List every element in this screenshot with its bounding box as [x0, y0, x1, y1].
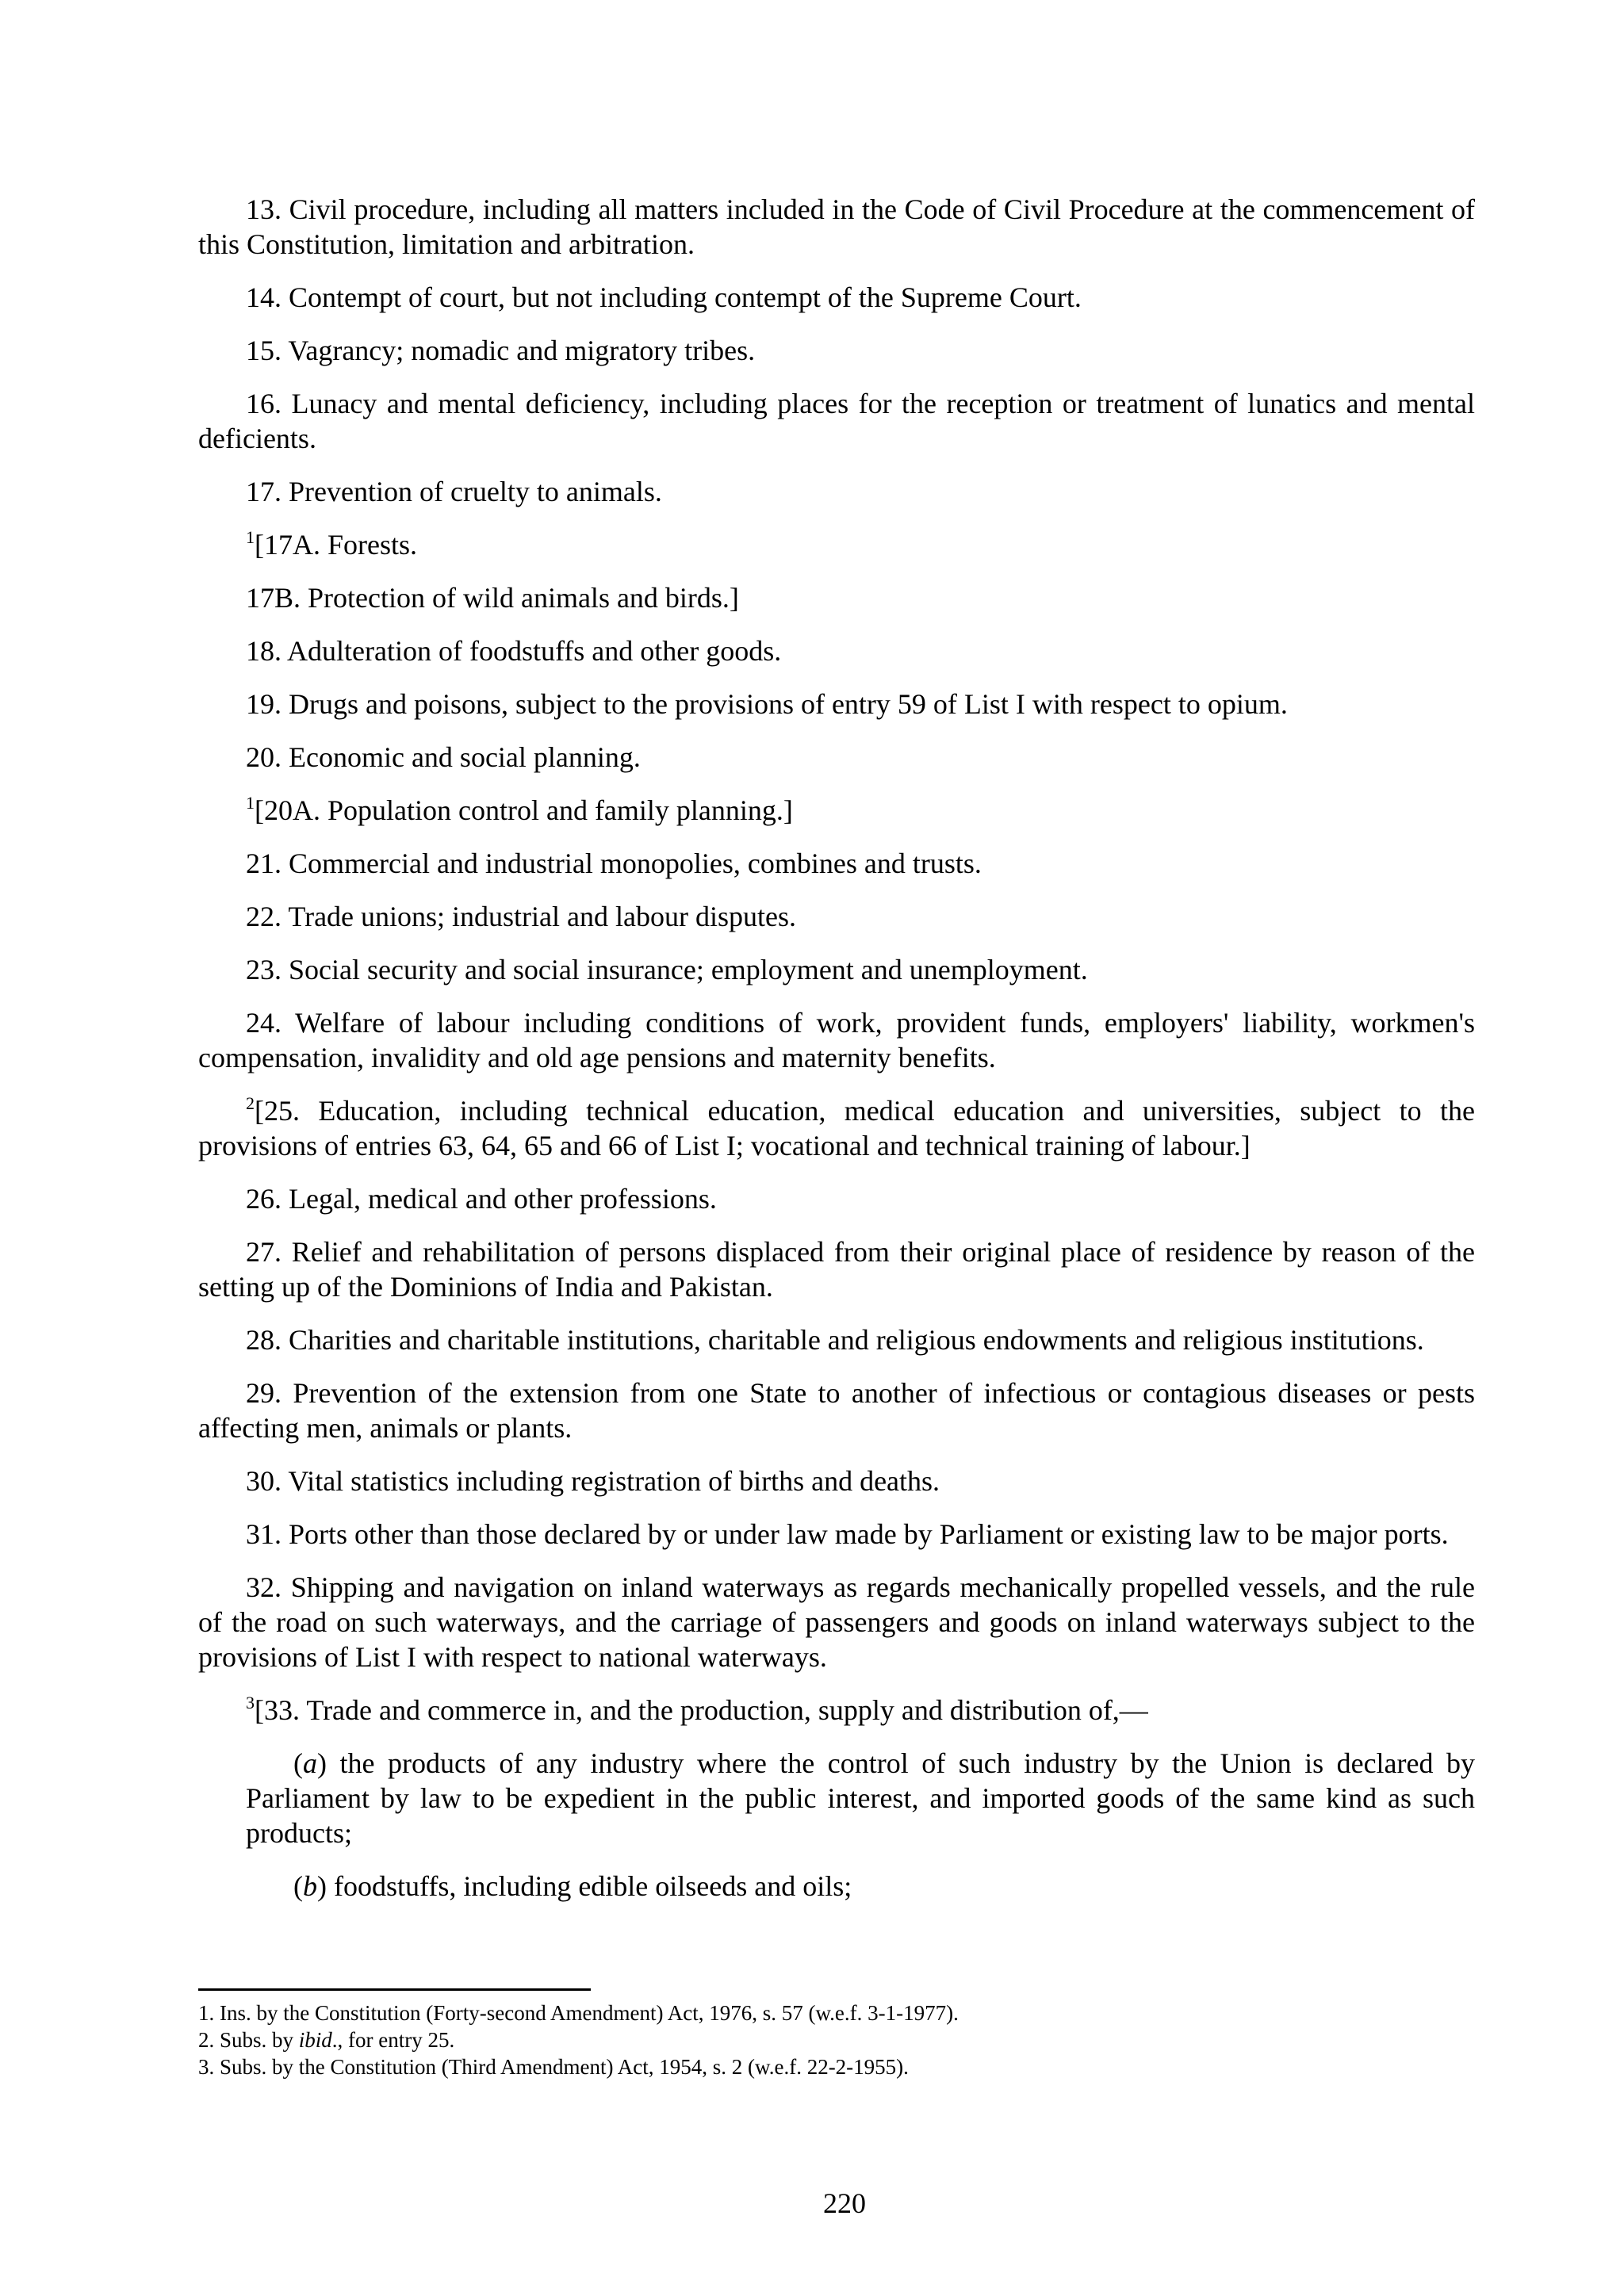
list-entry: 22. Trade unions; industrial and labour disputes.	[246, 901, 796, 932]
footnotes	[198, 1999, 1475, 2080]
list-entry: $^1$[17A. Forests.	[246, 527, 417, 561]
list-entry: 17B. Protection of wild animals and birds.]	[246, 582, 739, 614]
footnote-ref: 1	[246, 793, 255, 813]
list-entry: $^2$[25. Education, including technical education, medical education and universities, subject to the provisions of entries 63, 64, 65 and 66 of List I; vocational and technical training of labour.]	[198, 1093, 1475, 1161]
list-entry: 24. Welfare of labour including conditions of work, provident funds, employers' liability, workmen's compensation, invalidity and old age pensions and maternity benefits.	[198, 1007, 1475, 1073]
list-entry: 14. Contempt of court, but not including contempt of the Supreme Court.	[246, 281, 1082, 313]
sub-entry-a: (a) the products of any industry where the control of such industry by the Union is declared by Parliament by law to be expedient in the public interest, and imported goods of the same kind as such products;	[246, 1747, 1475, 1849]
list-entry: 28. Charities and charitable institutions, charitable and religious endowments and religious institutions.	[246, 1324, 1424, 1356]
list-entry: 26. Legal, medical and other professions.	[246, 1183, 717, 1215]
list-entry: 18. Adulteration of foodstuffs and other goods.	[246, 635, 782, 667]
list-entry: 19. Drugs and poisons, subject to the provisions of entry 59 of List I with respect to opium.	[246, 688, 1288, 720]
list-entry: 15. Vagrancy; nomadic and migratory tribes.	[246, 335, 756, 366]
list-entry: 13. Civil procedure, including all matters included in the Code of Civil Procedure at the commencement of this Constitution, limitation and arbitration.	[198, 193, 1475, 260]
list-entry: 21. Commercial and industrial monopolies, combines and trusts.	[246, 848, 982, 879]
footnote-ref: 3	[246, 1693, 255, 1712]
footnote-ref: 2	[246, 1093, 255, 1113]
list-entry: 29. Prevention of the extension from one State to another of infectious or contagious diseases or pests affecting men, animals or plants.	[198, 1377, 1475, 1444]
sub-entry-b: (b) foodstuffs, including edible oilseeds and oils;	[293, 1870, 852, 1902]
list-entry: 27. Relief and rehabilitation of persons displaced from their original place of residence by reason of the setting up of the Dominions of India and Pakistan.	[198, 1236, 1475, 1303]
list-entry: $^3$[33. Trade and commerce in, and the production, supply and distribution of,—	[246, 1693, 1148, 1726]
footnote-divider	[198, 1988, 591, 1991]
sub-entry-label: b	[303, 1870, 317, 1902]
list-entry: 32. Shipping and navigation on inland waterways as regards mechanically propelled vessels, and the rule of the road on such waterways, and the carriage of passengers and goods on inland waterways subject to the provisions of List I with respect to national waterways.	[198, 1571, 1475, 1673]
list-entry: $^1$[20A. Population control and family planning.]	[246, 793, 793, 826]
page-number: 220	[823, 2187, 866, 2219]
sub-entry-label: a	[303, 1747, 317, 1779]
list-entry: 23. Social security and social insurance; employment and unemployment.	[246, 954, 1088, 985]
footnote: 3. Subs. by the Constitution (Third Amendment) Act, 1954, s. 2 (w.e.f. 22-2-1955).	[198, 2055, 909, 2079]
list-entry: 16. Lunacy and mental deficiency, including places for the reception or treatment of lunatics and mental deficients.	[198, 388, 1475, 454]
footnote: 1. Ins. by the Constitution (Forty-second Amendment) Act, 1976, s. 57 (w.e.f. 3-1-1977).	[198, 2001, 959, 2025]
list-entry: 20. Economic and social planning.	[246, 741, 641, 773]
list-entry: 31. Ports other than those declared by or under law made by Parliament or existing law to be major ports.	[246, 1518, 1449, 1550]
footnote-ref: 1	[246, 527, 255, 547]
list-entry: 30. Vital statistics including registration of births and deaths.	[246, 1465, 940, 1497]
body-text	[198, 192, 1475, 1922]
list-entry: 17. Prevention of cruelty to animals.	[246, 476, 662, 507]
footnote: 2. Subs. by ibid., for entry 25.	[198, 2028, 455, 2052]
